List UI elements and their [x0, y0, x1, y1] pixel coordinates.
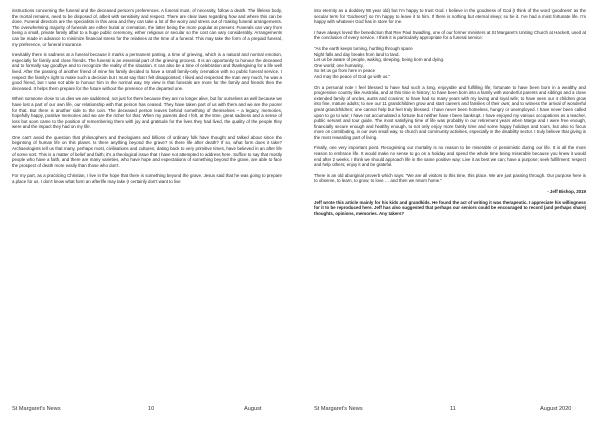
poem-line: One world; one humanity, [314, 62, 364, 68]
article-paragraph: One can't avoid the question that philosophers and theologians and billions of ordinary folk have thought and talked about since the beginning of human life on this planet. Is there anything beyond the grave? Is there life after death? If so, what form does it take? Archaeologists tell us that many, perhaps most, civilisations and cultures, dating back to very primitive times, have believed in an after life of some sort. This is a matter of belief and faith; it's a theological issue that I have not attempted to address here. Suffice to say that mostly people who have a faith, and there are many varieties, who have hope and expectations of something beyond the grave, are able to face the prospect of death more easily than those who don't. [12, 134, 282, 168]
poem-line: "As the earth keeps turning, hurtling through space [314, 45, 413, 51]
article-paragraph: There is an old aboriginal proverb which says: "We are all visitors to this time, this place. We are just passing through. Our purpose here is to observe, to learn, to grow, to love … and then we return home." [314, 172, 586, 184]
left-article-column [12, 8, 282, 190]
article-paragraph: Inevitably there is sadness at a funeral because it marks a permanent parting, a time of grieving, which is a natural and normal emotion, especially for family and close friends. The funeral is an essential part of the grieving process. It is an opportunity to honour the deceased and to formally say goodbye and to recognize the reality of the situation. It can also be a time of celebration and thanksgiving for a life well lived. After the passing of another friend of mine his family decided to have a small family-only cremation with no public funeral service. I respect the family's right to make such a decision but I must say that I felt disappointed; I liked and respected the man very much, he was a good friend, but I was not able to honour him in the normal way. My view is that funerals are more for the family and friends then the deceased. It helps them prepare for the future without the presence of the departed one. [12, 52, 282, 91]
article-paragraph: into eternity as a doddery 88 year old) but I'm happy to trust God. I believe in the goodness of God (I think of the word 'goodness' as the secular term for 'Godness') so I'm happy to leave it to him. If there is nothing but eternal sleep; so be it. I've had a most fortunate life. I'm happy with whatever God has in store for me. [314, 8, 586, 25]
footer-month: August 2020 [540, 406, 572, 412]
footer-page-number: 11 [450, 406, 456, 412]
article-paragraph: On a personal note I feel blessed to have had such a long, enjoyable and fulfilling life; fortunate to have been born in a wealthy and progressive country like Australia, and at this time in history; to have been born into a family with wonderful parents and siblings and a close extended family of uncles, aunts and cousins; to have had so many years with my loving and loyal wife; to have seen our 4 children grow into fine, mature adults; to see our 11 grandchildren grow and start careers and families of their own; and to witness the arrival of wonderful great grandchildren; one cannot help but feel truly blessed. I have never been homeless, hungry or unemployed. I have never been called upon to go to war; I have not accumulated a fortune but neither have I been bankrupt. I have enjoyed my various occupations as a teacher, public servant and tour guide. The most satisfying time of life was probably in our retirement years when Marge and I were free enough, financially secure enough and healthy enough, to not only enjoy more family time and some happy holidays and tours, but also to focus more on contributing, in our own small way, to church and community activities, especially in the disability sector. I truly believe that giving is the most rewarding part of living. [314, 84, 586, 140]
benediction-poem [314, 46, 586, 80]
footer-month: August [244, 406, 262, 412]
article-paragraph: Finally, one very important point. Recognising our mortality is no reason to be miserable or pessimistic during our life. It is all the more reason to embrace life. It would make no sense to go on a holiday and spend the whole time being miserable because you knew it would end after 2 weeks. I think we should approach life in the same positive way: Live it as best we can; have a purpose; seek fulfillment; respect and help others; enjoy it and be grateful. [314, 145, 586, 168]
right-article-column [314, 8, 586, 221]
footer-page-number: 10 [148, 406, 155, 412]
article-paragraph: When someone close to us dies we are saddened, not just for them because they are no longer alive, but for ourselves as well because we have lost a part of our own life, our relationship with that person has ceased. They have taken part of us with them and we are the poorer for that. But there is another side to the coin. The deceased person leaves behind something of themselves – a legacy, memories, hopefully happy, positive memories and we are the richer for that. When my parents died I felt, at the time, great sadness and a sense of loss but soon came to the position of remembering them with joy and gratitude for the lives they had lived, the quality of the people they were and the impact they had on my life. [12, 96, 282, 130]
poem-line: And may the peace of God go with us." [314, 73, 391, 79]
footer-publication: St Margaret's News [12, 406, 61, 412]
article-paragraph: I have always loved the benediction that Rev Paul Swadling, one of our former ministers at St Margaret's Uniting Church at Hackett, used at the conclusion of every service. I think it is particularly appropriate for a funeral service: [314, 29, 586, 41]
editor-note: Jeff wrote this article mainly for his kids and grandkids. He found the act of writing it was therapeutic. I appreciate his willingness for it to be reproduced here. Jeff has also suggested that perhaps our seniors could be encouraged to record (and perhaps share) thoughts, opinions, memories. Any takers? [314, 199, 586, 216]
article-paragraph: For my part, as a practicing Christian, I live in the hope that there is something beyond the grave. Jesus said that he was going to prepare a place for us. I don't know what form an afterlife may take (I certainly don't want to live [12, 173, 282, 185]
poem-line: So let us go from here in peace [314, 68, 376, 74]
article-paragraph: instructions concerning the funeral and the deceased person's preferences. A funeral must, of necessity, follow a death. The lifeless body, the mortal remains, need to be disposed of, albeit with sensitivity and respect. There are clear laws regarding how and where this can be done. Funeral directors are the specialists in this area and they can take a lot of the worry and stress out of making funeral arrangements. The overwhelming majority of funerals are either burial or cremation, the latter being the more popular at present. Funerals can vary from being a small, private family affair to a huge public ceremony, either religious or secular so the cost can vary considerably. Arrangements can be made in advance to minimize financial stress for the relatives at the time of a funeral. This may take the form of a prepaid funeral, my preference, or funeral insurance. [12, 8, 282, 47]
poem-line: Night falls and day breaks from land to land. [314, 51, 400, 57]
poem-line: Let us be aware of people, waking, sleeping, being born and dying. [314, 57, 445, 63]
footer-publication: St Margaret's News [314, 406, 363, 412]
author-signature: - Jeff Bishop, 2019 [547, 189, 586, 195]
right-page [300, 0, 600, 424]
